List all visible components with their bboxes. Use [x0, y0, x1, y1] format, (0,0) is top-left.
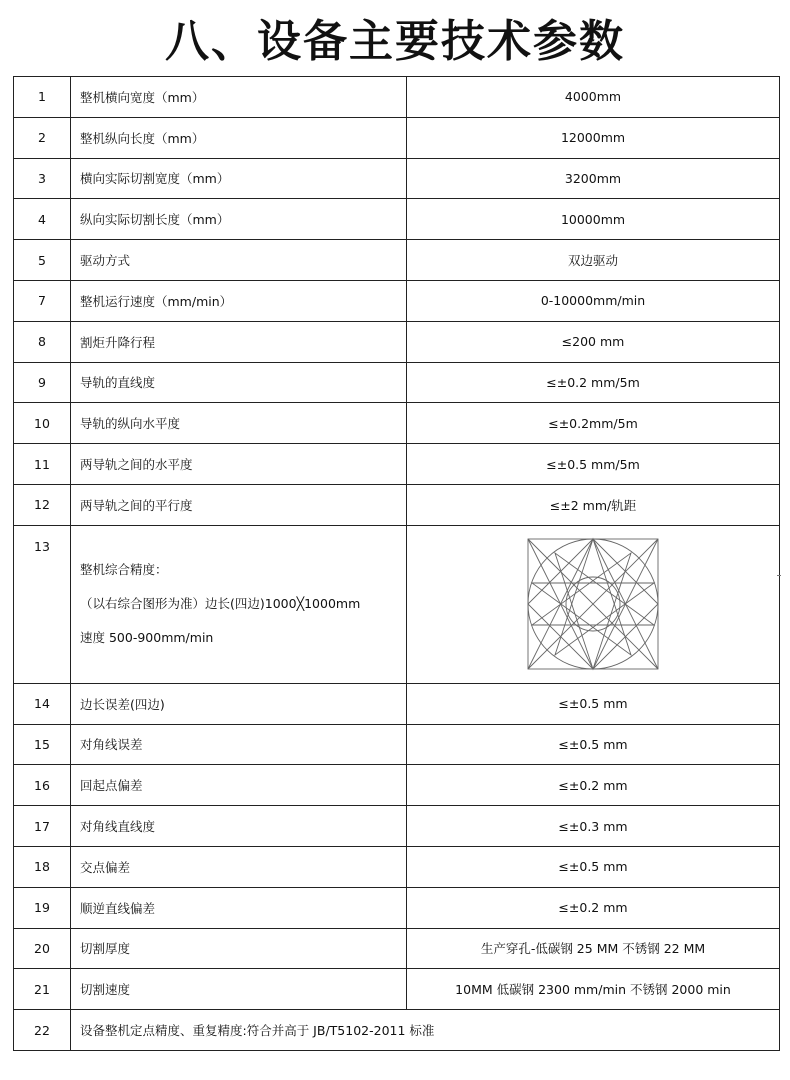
spec-table-body-22	[14, 1010, 780, 1051]
table-row	[14, 280, 780, 321]
row-number: 10	[14, 403, 71, 444]
table-row	[14, 928, 780, 969]
row-number: 16	[14, 765, 71, 806]
row-number: 7	[14, 280, 71, 321]
row-value: ≤±0.5 mm	[407, 846, 780, 887]
spec-table-body-13	[14, 525, 780, 683]
table-row	[14, 525, 780, 683]
table-row	[14, 403, 780, 444]
table-row	[14, 806, 780, 847]
row-parameter: 交点偏差	[71, 846, 407, 887]
table-row	[14, 683, 780, 724]
row-value: ≤±0.2 mm	[407, 887, 780, 928]
row-number: 5	[14, 240, 71, 281]
row-value: 4000mm	[407, 77, 780, 118]
table-row	[14, 724, 780, 765]
row-number: 1	[14, 77, 71, 118]
row-value: ≤±0.2mm/5m	[407, 403, 780, 444]
row-value: ≤200 mm	[407, 321, 780, 362]
row-parameter: 导轨的直线度	[71, 362, 407, 403]
row-number: 22	[14, 1010, 71, 1051]
row-value: ≤±0.5 mm	[407, 724, 780, 765]
table-row	[14, 969, 780, 1010]
table-row	[14, 321, 780, 362]
row-parameter: 切割厚度	[71, 928, 407, 969]
row-number: 12	[14, 484, 71, 525]
margin-mark	[777, 575, 781, 576]
row-parameter: 切割速度	[71, 969, 407, 1010]
table-row	[14, 117, 780, 158]
table-row	[14, 444, 780, 485]
row-parameter: 整机纵向长度（mm）	[71, 117, 407, 158]
row-parameter: 边长误差(四边)	[71, 683, 407, 724]
row-number: 18	[14, 846, 71, 887]
spec-table-body-b	[14, 683, 780, 1009]
row-parameter: 回起点偏差	[71, 765, 407, 806]
row-number: 17	[14, 806, 71, 847]
row-parameter	[71, 525, 407, 683]
precision-label: 整机综合精度：	[80, 562, 168, 578]
row-parameter: 横向实际切割宽度（mm）	[71, 158, 407, 199]
table-row	[14, 158, 780, 199]
table-row	[14, 362, 780, 403]
row-value: 10000mm	[407, 199, 780, 240]
precision-speed: 速度 500-900mm/min	[80, 630, 214, 646]
row-value: ≤±0.5 mm/5m	[407, 444, 780, 485]
precision-figure-note: （以右综合图形为准）边长(四边)1000╳1000mm	[80, 596, 361, 612]
row-parameter: 两导轨之间的平行度	[71, 484, 407, 525]
table-row	[14, 484, 780, 525]
row-parameter: 纵向实际切割长度（mm）	[71, 199, 407, 240]
row-number: 15	[14, 724, 71, 765]
row-value: ≤±0.3 mm	[407, 806, 780, 847]
row-parameter: 整机横向宽度（mm）	[71, 77, 407, 118]
row-parameter: 割炬升降行程	[71, 321, 407, 362]
row-number: 11	[14, 444, 71, 485]
accuracy-test-pattern-icon	[526, 537, 660, 671]
row-parameter: 对角线误差	[71, 724, 407, 765]
row-value: 12000mm	[407, 117, 780, 158]
page-title: 八、设备主要技术参数	[165, 16, 625, 67]
row-value: 10MM 低碳钢 2300 mm/min 不锈钢 2000 min	[407, 969, 780, 1010]
table-row	[14, 77, 780, 118]
row-standard-note: 设备整机定点精度、重复精度:符合并高于 JB/T5102-2011 标准	[71, 1010, 780, 1051]
row-number: 20	[14, 928, 71, 969]
row-number: 4	[14, 199, 71, 240]
row-value: 生产穿孔-低碳钢 25 MM 不锈钢 22 MM	[407, 928, 780, 969]
row-parameter: 顺逆直线偏差	[71, 887, 407, 928]
row-value: 3200mm	[407, 158, 780, 199]
row-value: ≤±0.2 mm	[407, 765, 780, 806]
table-row	[14, 1010, 780, 1051]
row-number: 8	[14, 321, 71, 362]
row-parameter: 两导轨之间的水平度	[71, 444, 407, 485]
row-parameter: 整机运行速度（mm/min）	[71, 280, 407, 321]
row-value: ≤±0.5 mm	[407, 683, 780, 724]
row-value: 双边驱动	[407, 240, 780, 281]
table-row	[14, 765, 780, 806]
row-number: 13	[14, 525, 71, 683]
row-value	[407, 525, 780, 683]
row-number: 3	[14, 158, 71, 199]
row-number: 14	[14, 683, 71, 724]
row-parameter: 驱动方式	[71, 240, 407, 281]
spec-table	[13, 76, 780, 1051]
row-value: 0-10000mm/min	[407, 280, 780, 321]
row-parameter: 对角线直线度	[71, 806, 407, 847]
row-value: ≤±0.2 mm/5m	[407, 362, 780, 403]
table-row	[14, 887, 780, 928]
row-value: ≤±2 mm/轨距	[407, 484, 780, 525]
row-number: 19	[14, 887, 71, 928]
row-number: 2	[14, 117, 71, 158]
row-parameter: 导轨的纵向水平度	[71, 403, 407, 444]
table-row	[14, 240, 780, 281]
spec-table-body-a	[14, 77, 780, 526]
table-row	[14, 846, 780, 887]
row-number: 21	[14, 969, 71, 1010]
table-row	[14, 199, 780, 240]
row-number: 9	[14, 362, 71, 403]
